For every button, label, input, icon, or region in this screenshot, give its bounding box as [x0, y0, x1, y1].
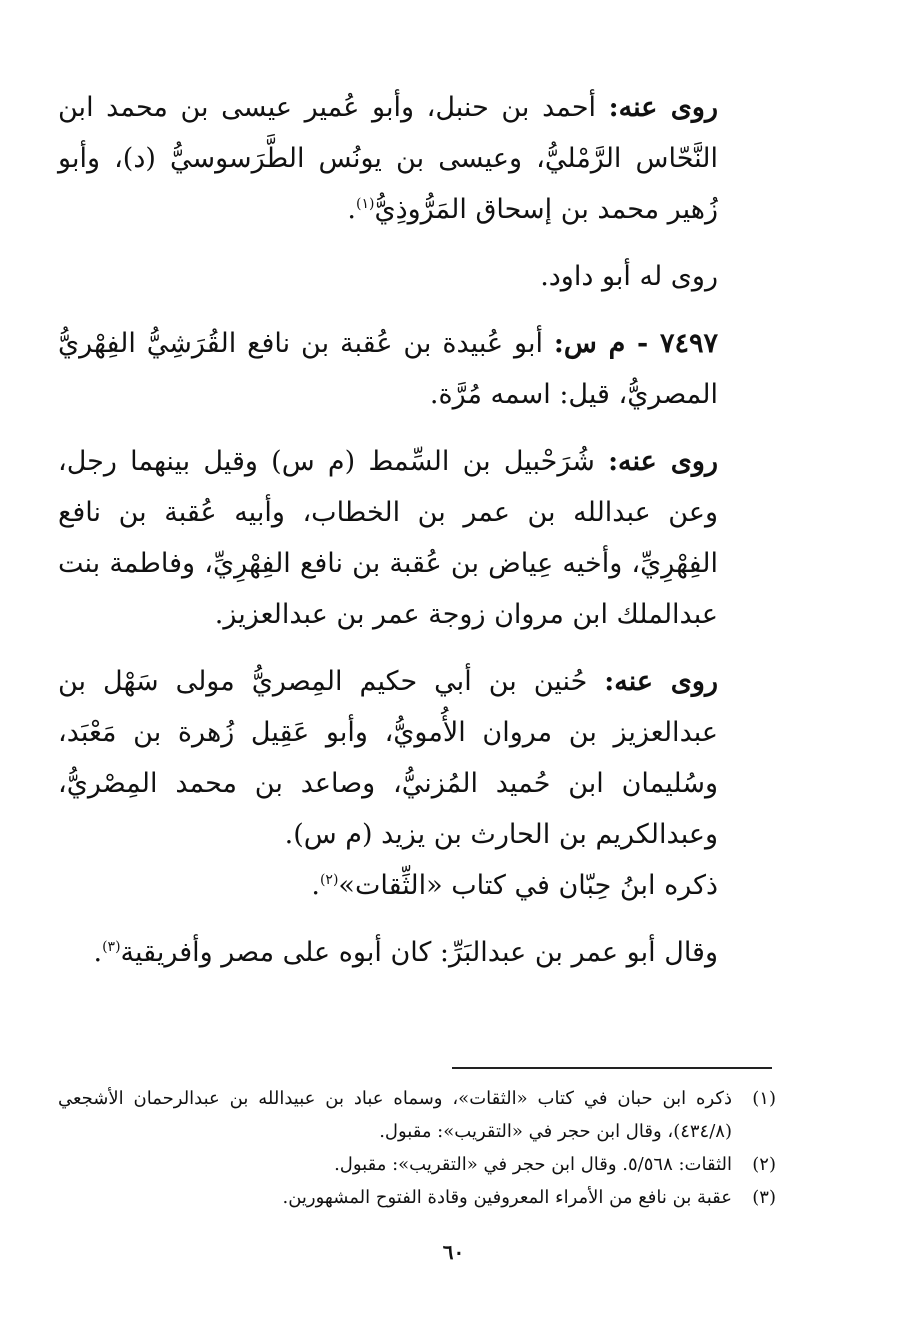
main-text — [58, 82, 770, 978]
paragraph-text: روى له أبو داود. — [540, 261, 718, 292]
footnote-text: ذكره ابن حبان في كتاب «الثقات»، وسماه عباد بن عبيدالله بن عبدالرحمان الأشجعي (٤٣٤/٨)، وقال ابن حجر في «التقريب»: مقبول. — [58, 1088, 732, 1142]
paragraph-lead: روى عنه: — [608, 446, 719, 477]
footnote-3 — [58, 1181, 776, 1214]
paragraph-ibn-abd-al-barr — [58, 927, 770, 978]
paragraph-text: وقال أبو عمر بن عبدالبَرِّ: كان أبوه على مصر وأفريقية — [120, 937, 718, 968]
paragraph-narrators-2 — [58, 436, 770, 640]
entry-heading-7497 — [58, 318, 770, 420]
paragraph-narrators-3 — [58, 656, 770, 860]
footnote-ref: (١) — [355, 196, 375, 212]
footnote-divider — [452, 1067, 772, 1069]
paragraph-lead: روى عنه: — [604, 666, 718, 697]
paragraph-lead: روى عنه: — [608, 92, 718, 123]
page-number: ٦٠ — [442, 1240, 465, 1264]
paragraph-text: حُنين بن أبي حكيم المِصريُّ مولى سَهْل بن عبدالعزيز بن مروان الأُمويُّ، وأبو عَقِيل زُهرة بن مَعْبَد، وسُليمان ابن حُميد المُزنيُّ، وصاعد بن محمد المِصْريُّ، وعبدالكريم بن الحارث بن يزيد (م س). — [58, 666, 718, 850]
entry-number: ٧٤٩٧ - م س: — [553, 328, 718, 359]
paragraph-end: . — [347, 194, 356, 225]
footnote-number: (١) — [752, 1088, 776, 1109]
paragraph-text: شُرَحْبيل بن السِّمط (م س) وقيل بينهما رجل، وعن عبدالله بن عمر بن الخطاب، وأبيه عُقبة بن نافع الفِهْرِيِّ، وأخيه عِياض بن عُقبة بن نافع الفِهْرِيِّ، وفاطمة بنت عبدالملك ابن مروان زوجة عمر بن عبدالعزيز. — [58, 446, 718, 630]
paragraph-text: أحمد بن حنبل، وأبو عُمير عيسى بن محمد ابن النَّحّاس الرَّمْليُّ، وعيسى بن يونُس الطَّرَسوسيُّ (د)، وأبو زُهير محمد بن إسحاق المَرُّوذِيُّ — [58, 92, 718, 225]
footnotes — [58, 1082, 776, 1214]
footnote-number: (٢) — [752, 1154, 776, 1175]
paragraph-narrated-by — [58, 251, 770, 302]
footnote-text: عقبة بن نافع من الأمراء المعروفين وقادة الفتوح المشهورين. — [282, 1187, 732, 1208]
paragraph-text: ذكره ابنُ حِبّان في كتاب «الثِّقات» — [338, 870, 718, 901]
paragraph-text: أبو عُبيدة بن عُقبة بن نافع القُرَشِيُّ الفِهْريُّ المصريُّ، قيل: اسمه مُرَّة. — [58, 328, 718, 410]
footnote-ref: (٢) — [319, 872, 339, 888]
footnote-number: (٣) — [752, 1187, 776, 1208]
paragraph-ibn-hibban — [58, 860, 770, 911]
paragraph-end: . — [311, 870, 320, 901]
footnote-text: الثقات: ٥/٥٦٨. وقال ابن حجر في «التقريب»: مقبول. — [334, 1154, 732, 1175]
footnote-ref: (٣) — [102, 939, 121, 955]
footnote-2 — [58, 1148, 776, 1181]
paragraph-narrators-1 — [58, 82, 770, 235]
paragraph-end: . — [93, 937, 103, 968]
footnote-1 — [58, 1082, 776, 1148]
